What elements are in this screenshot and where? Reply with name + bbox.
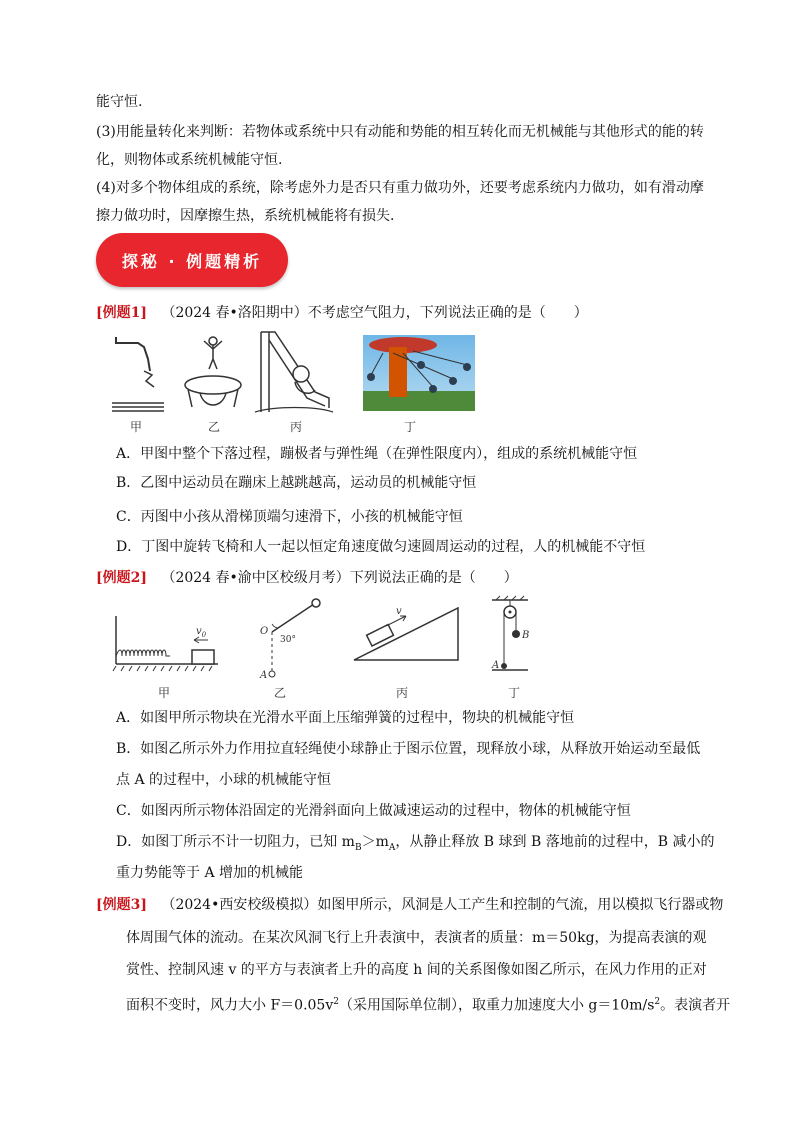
example3-line-4-text-2: （采用国际单位制），取重力加速度大小 g＝10m/s xyxy=(338,997,655,1014)
point-a-label: A xyxy=(260,670,268,681)
ex2-option-d-text-3: ，从静止释放 B 球到 B 落地前的过程中，B 减小的 xyxy=(395,834,715,850)
example3-line-3: 赏性、控制风速 v 的平方与表演者上升的高度 h 间的关系图像如图乙所示，在风力作用的正对 xyxy=(126,962,707,978)
intro-line-3: 化，则物体或系统机械能守恒. xyxy=(96,152,283,168)
example3-line-4-text-1: 面积不变时，风力大小 F＝0.05v xyxy=(126,997,334,1014)
ex1-fig-label-jia: 甲 xyxy=(130,420,143,434)
incline-figure xyxy=(350,604,462,668)
v0-label: $v_0$ xyxy=(196,626,207,639)
example1-tag: [例题1] xyxy=(96,305,147,321)
ex1-option-b: B．乙图中运动员在蹦床上越跳越高，运动员的机械能守恒 xyxy=(116,475,477,491)
example2-heading xyxy=(96,568,518,588)
ex2-option-d-text-1: D．如图丁所示不计一切阻力，已知 m xyxy=(116,834,355,850)
trampoline-figure xyxy=(178,335,248,415)
example3-line-1: （2024•西安校级模拟）如图甲所示，风洞是人工产生和控制的气流，用以模拟飞行器或物 xyxy=(161,897,724,913)
ball-a-label: A xyxy=(492,660,500,671)
ex2-option-b-line1: B．如图乙所示外力作用拉直轻绳使小球静止于图示位置，现释放小球，从释放开始运动至最低 xyxy=(116,741,701,757)
ball-b-label: B xyxy=(522,630,530,641)
example3-line-4-sup-2: 2 xyxy=(654,997,661,1007)
pendulum-figure xyxy=(246,598,326,681)
intro-line-4: (4)对多个物体组成的系统，除考虑外力是否只有重力做功外，还要考虑系统内力做功，如有滑动摩 xyxy=(96,180,704,196)
ex2-option-a: A．如图甲所示物块在光滑水平面上压缩弹簧的过程中，物块的机械能守恒 xyxy=(116,710,575,726)
intro-line-2: (3)用能量转化来判断：若物体或系统中只有动能和势能的相互转化而无机械能与其他形式的能的转 xyxy=(96,124,704,140)
example2-stem: （2024 春•渝中区校级月考）下列说法正确的是（ ） xyxy=(161,570,518,586)
ex2-fig-label-yi: 乙 xyxy=(274,686,287,700)
example3-line-2: 体周围气体的流动。在某次风洞飞行上升表演中，表演者的质量：m＝50kg，为提高表演的观 xyxy=(126,930,707,946)
example2-tag: [例题2] xyxy=(96,570,147,586)
ex1-fig-label-bing: 丙 xyxy=(290,420,303,434)
ex1-option-c: C．丙图中小孩从滑梯顶端匀速滑下，小孩的机械能守恒 xyxy=(116,509,463,525)
ex1-option-d: D．丁图中旋转飞椅和人一起以恒定角速度做匀速圆周运动的过程，人的机械能不守恒 xyxy=(116,539,646,555)
swing-ride-photo xyxy=(363,335,475,411)
velocity-label: v xyxy=(396,606,402,617)
section-banner-text: 探秘 · 例题精析 xyxy=(121,252,263,271)
section-banner xyxy=(96,233,288,287)
ex2-option-d-sub-a: A xyxy=(388,842,396,853)
example3-line-4-text-3: 。表演者开 xyxy=(660,997,731,1014)
spring-block-figure xyxy=(112,600,222,672)
angle-label: 30° xyxy=(280,635,296,645)
example3-tag: [例题3] xyxy=(96,897,147,913)
bungee-figure xyxy=(108,335,168,415)
intro-line-1: 能守恒. xyxy=(96,94,143,110)
example3-line-4 xyxy=(126,992,730,1016)
example1-heading xyxy=(96,303,588,323)
ex2-option-d-text-2: ＞m xyxy=(361,834,389,850)
intro-line-5: 擦力做功时，因摩擦生热，系统机械能将有损失. xyxy=(96,208,395,224)
ex2-option-b-line2: 点 A 的过程中，小球的机械能守恒 xyxy=(116,772,332,788)
example3-heading xyxy=(96,895,723,915)
ex1-fig-label-ding: 丁 xyxy=(404,420,417,434)
ex2-fig-label-bing: 丙 xyxy=(396,686,409,700)
slide-figure xyxy=(255,328,335,416)
example3-line-4-sup-1: 2 xyxy=(333,997,339,1007)
ex2-fig-label-jia: 甲 xyxy=(158,686,171,700)
ex2-option-c: C．如图丙所示物体沿固定的光滑斜面向上做减速运动的过程中，物体的机械能守恒 xyxy=(116,803,631,819)
ex2-fig-label-ding: 丁 xyxy=(508,686,521,700)
ex2-option-d-sub-b: B xyxy=(354,842,362,853)
ex2-option-d-line2: 重力势能等于 A 增加的机械能 xyxy=(116,865,304,881)
ex1-option-a: A．甲图中整个下落过程，蹦极者与弹性绳（在弹性限度内），组成的系统机械能守恒 xyxy=(116,446,638,462)
ex2-option-d-line1 xyxy=(116,832,714,858)
ex1-fig-label-yi: 乙 xyxy=(208,420,221,434)
pulley-figure xyxy=(488,596,548,672)
example1-stem: （2024 春•洛阳期中）不考虑空气阻力，下列说法正确的是（ ） xyxy=(161,305,588,321)
pivot-o-label: O xyxy=(260,626,269,637)
